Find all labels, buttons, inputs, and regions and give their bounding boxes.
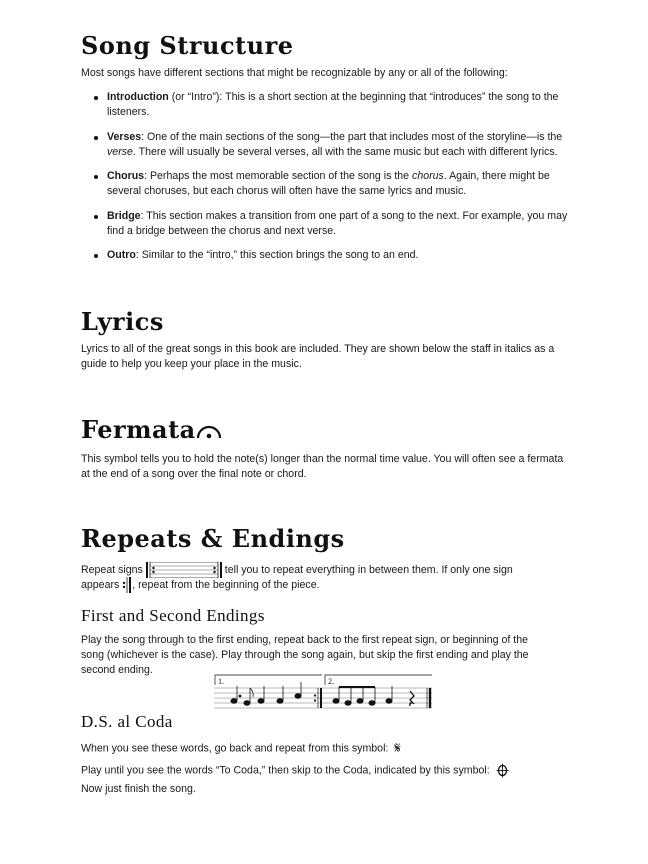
- finish-song-text: Now just finish the song.: [81, 783, 196, 795]
- list-item: [81, 169, 571, 199]
- song-structure-intro: Most songs have different sections that might be recognizable by any or all of the following:: [81, 67, 508, 79]
- coda-line: [81, 763, 571, 778]
- segno-line: [81, 741, 571, 756]
- term-verses: Verses: [107, 130, 142, 143]
- segno-text: When you see these words, go back and repeat from this symbol:: [81, 742, 389, 755]
- single-repeat-text: appears: [81, 578, 120, 591]
- first-ending-notes: [231, 682, 301, 705]
- item-text: (or “Intro”): This is a short section at the beginning that “introduces” the song to the listeners.: [107, 91, 559, 118]
- second-ending-bracket: [325, 675, 432, 685]
- coda-text: Play until you see the words “To Coda,” then skip to the Coda, indicated by this symbol:: [81, 764, 490, 777]
- first-ending-label: 1.: [218, 677, 224, 686]
- endings-staff: [214, 672, 436, 714]
- repeats-endings-heading: Repeats & Endings: [81, 524, 345, 553]
- item-text: : This section makes a transition from one part of a song to the next. For example, you may find a bridge between the chorus and next verse.: [107, 209, 568, 237]
- item-text: : Similar to the “intro,” this section brings the song to an end.: [135, 249, 419, 261]
- item-text-continued: . There will usually be several verses, all with the same music but each with different lyrics.: [132, 145, 558, 158]
- list-item: [81, 248, 571, 263]
- repeat-signs-explanation: tell you to repeat everything in between them. If only one sign: [224, 563, 513, 576]
- fermata-heading: Fermata: [81, 415, 196, 444]
- item-text: : Perhaps the most memorable section of the song is the: [144, 170, 413, 182]
- fermata-text: This symbol tells you to hold the note(s) longer than the normal time value. You will often see a fermata at the end of a song over the final note or chord.: [81, 453, 564, 480]
- repeat-signs-text: Repeat signs: [81, 563, 143, 576]
- item-emphasis: verse: [107, 145, 133, 158]
- end-repeat-icon: [122, 577, 132, 593]
- term-outro: Outro: [107, 249, 136, 261]
- single-repeat-explanation: , repeat from the beginning of the piece.: [132, 578, 320, 591]
- list-item: [81, 90, 571, 120]
- second-ending-label: 2.: [328, 677, 334, 686]
- coda-icon: [496, 763, 509, 778]
- list-item: [81, 130, 571, 160]
- term-introduction: Introduction: [107, 91, 169, 103]
- endings-text: Play the song through to the first ending, repeat back to the first repeat sign, or beginning of the song (whichever is the case). Play through the song again, but skip the first ending and play the second ending.: [81, 634, 529, 676]
- first-ending-bracket: [215, 675, 322, 685]
- item-emphasis: chorus: [412, 170, 444, 182]
- item-text: : One of the main sections of the song—the part that includes most of the storyline—is the: [141, 130, 563, 143]
- list-item: [81, 209, 571, 239]
- segno-icon: 𝄋: [394, 739, 401, 757]
- lyrics-heading: Lyrics: [81, 307, 164, 336]
- ds-al-coda-heading: D.S. al Coda: [81, 712, 173, 731]
- song-structure-heading: Song Structure: [81, 31, 294, 60]
- term-chorus: Chorus: [107, 170, 145, 182]
- lyrics-text: Lyrics to all of the great songs in this book are included. They are shown below the staff in italics as a guide to help you keep your place in the music.: [81, 343, 555, 370]
- single-repeat-line: [81, 577, 571, 593]
- item-text-continued: . Again, there might be several choruses, but each chorus will often have the same lyrics and music.: [107, 170, 550, 197]
- term-bridge: Bridge: [107, 209, 141, 222]
- song-sections-list: [81, 90, 571, 273]
- fermata-icon: [196, 419, 222, 441]
- first-second-endings-heading: First and Second Endings: [81, 606, 265, 625]
